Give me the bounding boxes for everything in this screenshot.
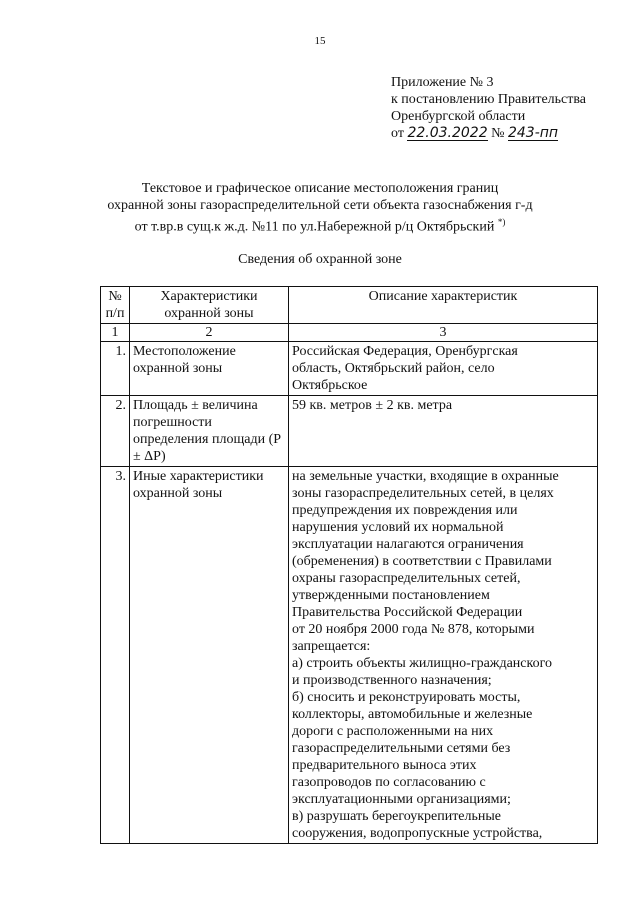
index-cell-3: 3 [289, 324, 598, 342]
from-label: от [391, 126, 404, 141]
desc-line: Российская Федерация, Оренбургская [292, 344, 518, 359]
index-cell-2: 2 [130, 324, 289, 342]
header-num: № п/п [101, 287, 130, 324]
appendix-line-3: Оренбургской области [391, 109, 526, 124]
desc-line: б) сносить и реконструировать мосты, [292, 690, 521, 705]
zone-info-table [100, 286, 598, 844]
desc-line: область, Октябрьский район, село [292, 361, 495, 376]
row-description [289, 342, 598, 396]
desc-line: газопроводов по согласованию с [292, 775, 486, 790]
row-description [289, 467, 598, 844]
desc-line: газораспределительными сетями без [292, 741, 511, 756]
handwritten-number: 243-пп [507, 125, 559, 141]
appendix-line-2: к постановлению Правительства [391, 92, 587, 107]
table-row [101, 467, 598, 844]
header-description: Описание характеристик [289, 287, 598, 324]
row-characteristic: Иные характеристики охранной зоны [130, 467, 289, 844]
desc-line: коллекторы, автомобильные и железные [292, 707, 533, 722]
appendix-date-line [391, 125, 586, 142]
row-num: 2. [101, 396, 130, 467]
desc-line: зоны газораспределительных сетей, в целях [292, 486, 554, 501]
row-characteristic: Местоположение охранной зоны [130, 342, 289, 396]
table-index-row [101, 324, 598, 342]
table-header-row [101, 287, 598, 324]
desc-line: охраны газораспределительных сетей, [292, 571, 521, 586]
title-line-3 [0, 214, 640, 236]
header-characteristic: Характеристики охранной зоны [130, 287, 289, 324]
row-description [289, 396, 598, 467]
desc-line: Правительства Российской Федерации [292, 605, 523, 620]
desc-line: запрещается: [292, 639, 371, 654]
title-line-3-text: от т.вр.в сущ.к ж.д. №11 по ул.Набережной р/ц Октябрьский [134, 219, 495, 235]
desc-line: эксплуатационными организациями; [292, 792, 511, 807]
index-cell-1: 1 [101, 324, 130, 342]
appendix-line-1: Приложение № 3 [391, 75, 494, 90]
page-number: 15 [314, 35, 326, 47]
table-row [101, 396, 598, 467]
footnote-mark: *) [497, 217, 506, 227]
desc-line: утвержденными постановлением [292, 588, 490, 603]
section-subtitle: Сведения об охранной зоне [238, 252, 402, 267]
handwritten-date: 22.03.2022 [407, 125, 488, 141]
number-label: № [491, 126, 505, 141]
desc-line: на земельные участки, входящие в охранные [292, 469, 559, 484]
desc-line: предварительного выноса этих [292, 758, 477, 773]
table-row [101, 342, 598, 396]
desc-line: и производственного назначения; [292, 673, 492, 688]
desc-line: сооружения, водопропускные устройства, [292, 826, 543, 841]
appendix-block [391, 74, 586, 142]
desc-line: нарушения условий их нормальной [292, 520, 504, 535]
desc-line: от 20 ноября 2000 года № 878, которыми [292, 622, 535, 637]
desc-line: предупреждения их повреждения или [292, 503, 518, 518]
document-title [0, 180, 640, 236]
title-line-1: Текстовое и графическое описание местоположения границ [141, 181, 499, 196]
desc-line: 59 кв. метров ± 2 кв. метра [292, 398, 453, 413]
desc-line: эксплуатации налагаются ограничения [292, 537, 524, 552]
title-line-2: охранной зоны газораспределительной сети объекта газоснабжения г-д [107, 198, 533, 213]
desc-line: (обременения) в соответствии с Правилами [292, 554, 552, 569]
desc-line: в) разрушать берегоукрепительные [292, 809, 502, 824]
desc-line: дороги с расположенными на них [292, 724, 494, 739]
row-num: 3. [101, 467, 130, 844]
desc-line: Октябрьское [292, 378, 368, 393]
desc-line: а) строить объекты жилищно-гражданского [292, 656, 552, 671]
row-num: 1. [101, 342, 130, 396]
row-characteristic: Площадь ± величина погрешности определения площади (P ± ΔP) [130, 396, 289, 467]
